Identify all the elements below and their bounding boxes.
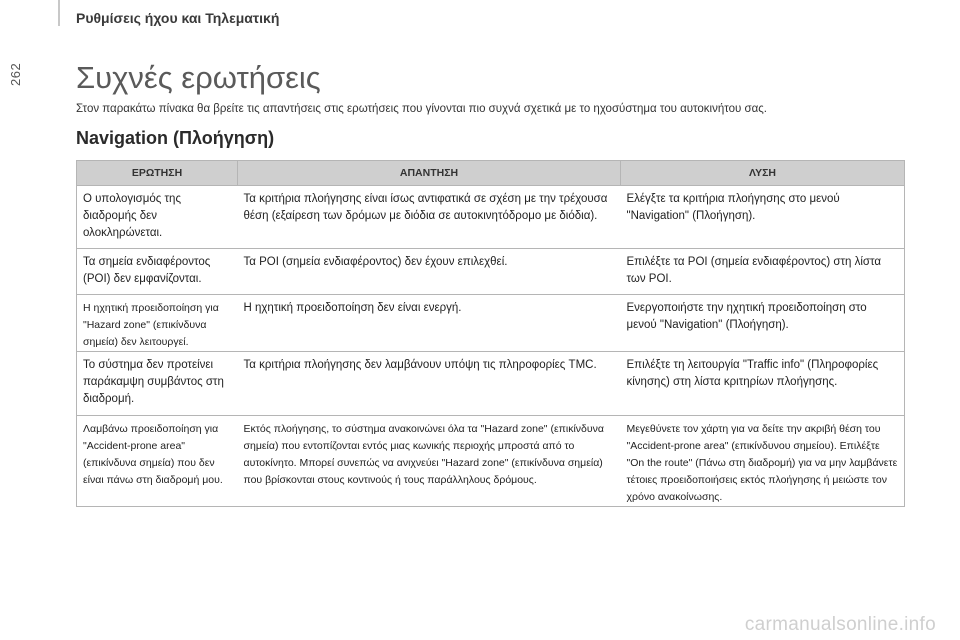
table-row <box>77 186 905 249</box>
solution-cell: Ελέγξτε τα κριτήρια πλοήγησης στο μενού "Navigation" (Πλοήγηση). <box>621 186 905 249</box>
answer-cell: Η ηχητική προειδοποίηση δεν είναι ενεργή. <box>238 295 621 352</box>
section-subtitle: Navigation (Πλοήγηση) <box>76 128 275 148</box>
table-row <box>77 249 905 295</box>
question-cell: Ο υπολογισμός της διαδρομής δεν ολοκληρώνεται. <box>77 186 238 249</box>
table-header-row <box>77 161 905 186</box>
solution-cell: Μεγεθύνετε τον χάρτη για να δείτε την ακριβή θέση του "Accident-prone area" (επικίνδυνου σημείου). Επιλέξτε "On the route" (Πάνω στη διαδρομή) για να μην λαμβάνετε τέτοιες προειδοποιήσεις εκτός πλοήγησης ή μειώστε τον χρόνο ανακοίνωσης. <box>621 416 905 507</box>
answer-cell: Εκτός πλοήγησης, το σύστημα ανακοινώνει όλα τα "Hazard zone" (επικίνδυνα σημεία) που εντοπίζονται εντός μιας κωνικής περιοχής μπροστά από το αυτοκίνητο. Μπορεί συνεπώς να ανιχνεύει "Hazard zone" (επικίνδυνα σημεία) που βρίσκονται στους κοντινούς ή τους παράλληλους δρόμους. <box>238 416 621 507</box>
question-cell: Λαμβάνω προειδοποίηση για "Accident-prone area" (επικίνδυνα σημεία) που δεν είναι πάνω στη διαδρομή μου. <box>77 416 238 507</box>
faq-table <box>76 160 905 507</box>
table-row <box>77 416 905 507</box>
solution-cell: Επιλέξτε τη λειτουργία "Traffic info" (Πληροφορίες κίνησης) στη λίστα κριτηρίων πλοήγησης. <box>621 352 905 416</box>
answer-cell: Τα κριτήρια πλοήγησης είναι ίσως αντιφατικά σε σχέση με την τρέχουσα θέση (εξαίρεση των δρόμων με διόδια σε αυτοκινητόδρομο με διόδια). <box>238 186 621 249</box>
table-row <box>77 295 905 352</box>
table-row <box>77 352 905 416</box>
column-header-answer: ΑΠΑΝΤΗΣΗ <box>238 161 621 186</box>
column-header-question: ΕΡΩΤΗΣΗ <box>77 161 238 186</box>
left-margin-rule <box>58 0 60 26</box>
page-title: Συχνές ερωτήσεις <box>76 60 321 95</box>
answer-cell: Τα κριτήρια πλοήγησης δεν λαμβάνουν υπόψη τις πληροφορίες TMC. <box>238 352 621 416</box>
section-header: Ρυθμίσεις ήχου και Τηλεματική <box>76 10 280 26</box>
column-header-solution: ΛΥΣΗ <box>621 161 905 186</box>
watermark-text: carmanualsonline.info <box>744 614 936 635</box>
page-number: 262 <box>8 62 23 86</box>
intro-text: Στον παρακάτω πίνακα θα βρείτε τις απαντήσεις στις ερωτήσεις που γίνονται πιο συχνά σχετικά με το ηχοσύστημα του αυτοκινήτου σας. <box>76 103 767 115</box>
question-cell: Το σύστημα δεν προτείνει παράκαμψη συμβάντος στη διαδρομή. <box>77 352 238 416</box>
question-cell: Η ηχητική προειδοποίηση για "Hazard zone" (επικίνδυνα σημεία) δεν λειτουργεί. <box>77 295 238 352</box>
answer-cell: Τα POI (σημεία ενδιαφέροντος) δεν έχουν επιλεχθεί. <box>238 249 621 295</box>
solution-cell: Ενεργοποιήστε την ηχητική προειδοποίηση στο μενού "Navigation" (Πλοήγηση). <box>621 295 905 352</box>
solution-cell: Επιλέξτε τα POI (σημεία ενδιαφέροντος) στη λίστα των POI. <box>621 249 905 295</box>
question-cell: Τα σημεία ενδιαφέροντος (POI) δεν εμφανίζονται. <box>77 249 238 295</box>
